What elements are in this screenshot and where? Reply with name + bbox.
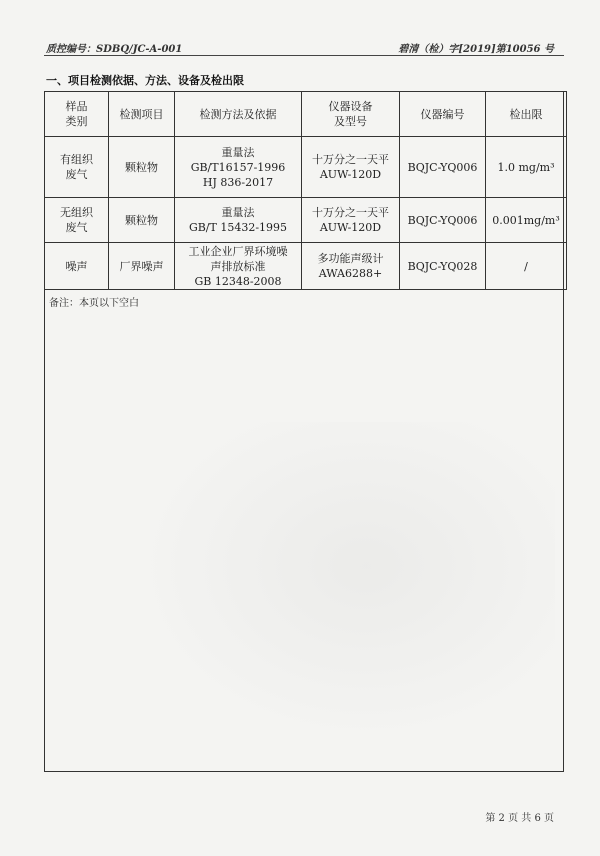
quality-control-number: 质控编号：SDBQ/JC-A-001 [46,44,183,55]
header-item: 检测项目 [109,92,175,137]
header-method: 检测方法及依据 [175,92,302,137]
table-frame [44,91,564,772]
table-row [45,198,567,243]
page-number: 第 2 页 共 6 页 [485,813,554,824]
cell-item: 厂界噪声 [109,243,175,290]
cell-method: 工业企业厂界环境噪 声排放标准 GB 12348-2008 [175,243,302,290]
cell-sample-type: 噪声 [45,243,109,290]
header-divider [44,55,564,56]
table-row [45,137,567,198]
section-title: 一、项目检测依据、方法、设备及检出限 [46,74,244,87]
cell-limit: / [486,243,567,290]
report-number: 碧清（检）字[2019]第10056 号 [398,44,554,55]
table-header-row [45,92,567,137]
header-instrument-no: 仪器编号 [400,92,486,137]
cell-limit: 1.0 mg/m³ [486,137,567,198]
cell-limit: 0.001mg/m³ [486,198,567,243]
paper-smudge [135,422,555,742]
cell-instrument: 多功能声级计 AWA6288+ [302,243,400,290]
cell-item: 颗粒物 [109,137,175,198]
cell-instrument: 十万分之一天平 AUW-120D [302,198,400,243]
cell-item: 颗粒物 [109,198,175,243]
header-limit: 检出限 [486,92,567,137]
cell-instrument-no: BQJC-YQ028 [400,243,486,290]
cell-method: 重量法 GB/T 15432-1995 [175,198,302,243]
remark-note: 备注：本页以下空白 [49,298,139,309]
cell-sample-type: 有组织 废气 [45,137,109,198]
cell-method: 重量法 GB/T16157-1996 HJ 836-2017 [175,137,302,198]
cell-sample-type: 无组织 废气 [45,198,109,243]
cell-instrument-no: BQJC-YQ006 [400,137,486,198]
cell-instrument: 十万分之一天平 AUW-120D [302,137,400,198]
header-instrument: 仪器设备 及型号 [302,92,400,137]
cell-instrument-no: BQJC-YQ006 [400,198,486,243]
detection-table [44,91,567,290]
table-row [45,243,567,290]
header-sample-type: 样品 类别 [45,92,109,137]
